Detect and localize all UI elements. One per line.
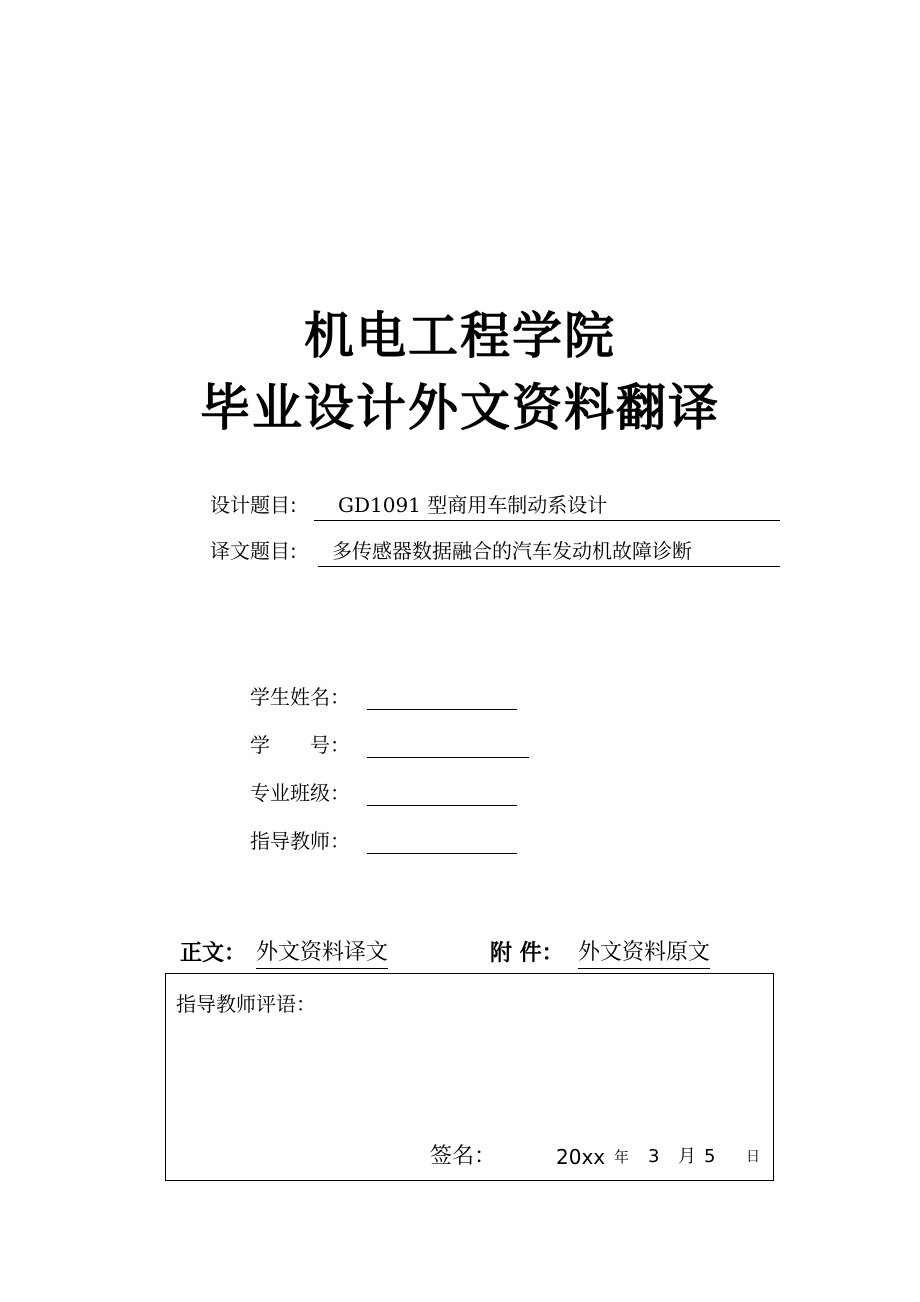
college-title: 机电工程学院 bbox=[304, 307, 616, 365]
translation-topic-value: 多传感器数据融合的汽车发动机故障诊断 bbox=[318, 536, 780, 567]
design-topic-value: GD1091 型商用车制动系设计 bbox=[314, 490, 780, 521]
body-label: 正文： bbox=[180, 941, 247, 966]
body-value: 外文资料译文 bbox=[256, 938, 388, 969]
date-month-unit: 月 bbox=[678, 1146, 696, 1167]
translation-topic-label: 译文题目: bbox=[210, 539, 297, 563]
student-name-field[interactable] bbox=[367, 709, 517, 710]
advisor-label: 指导教师： bbox=[250, 829, 350, 853]
major-class-field[interactable] bbox=[367, 805, 517, 806]
student-id-label: 学 号： bbox=[250, 733, 350, 757]
major-class-label: 专业班级： bbox=[250, 781, 350, 805]
signature-line bbox=[166, 1142, 773, 1172]
date-year-unit: 年 bbox=[614, 1148, 630, 1166]
design-topic-label: 设计题目: bbox=[210, 493, 297, 517]
student-id-field[interactable] bbox=[367, 757, 529, 758]
date-year: 20xx bbox=[556, 1145, 606, 1169]
document-title: 毕业设计外文资料翻译 bbox=[200, 379, 720, 437]
student-name-label: 学生姓名： bbox=[250, 685, 350, 709]
advisor-comment-label: 指导教师评语： bbox=[176, 992, 316, 1016]
date-day: 5 bbox=[704, 1146, 716, 1167]
date-day-unit: 日 bbox=[746, 1149, 760, 1165]
attachment-label: 附 件： bbox=[490, 941, 564, 966]
date-month: 3 bbox=[648, 1146, 660, 1167]
advisor-field[interactable] bbox=[367, 853, 517, 854]
signature-label: 签名： bbox=[430, 1144, 497, 1169]
attachment-value: 外文资料原文 bbox=[578, 938, 710, 969]
advisor-comment-box bbox=[165, 973, 774, 1181]
